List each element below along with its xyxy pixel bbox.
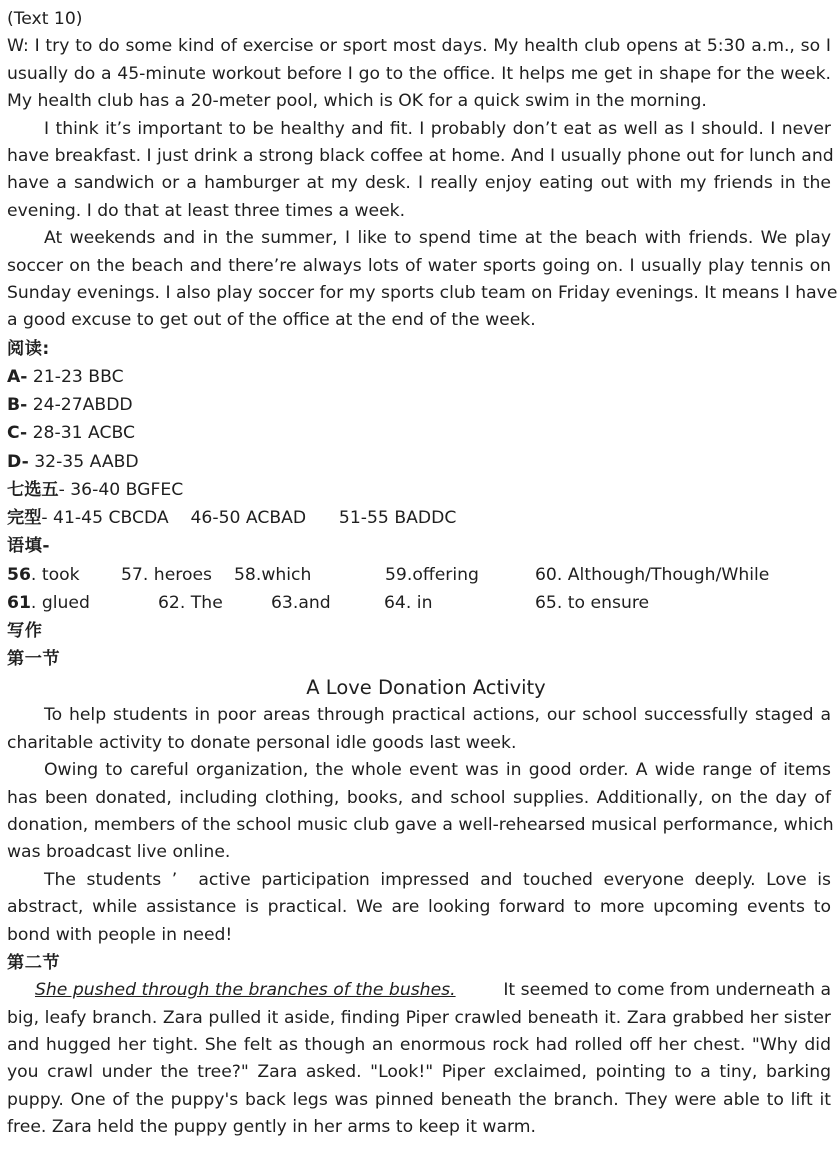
answer-62: 62. The (158, 592, 223, 613)
essay-line: has been donated, including clothing, books, and school supplies. Additionally, on the day of (7, 787, 831, 808)
essay-line: Owing to careful organization, the whole event was in good order. A wide range of items (44, 760, 831, 781)
row-value: 24-27ABDD (27, 395, 133, 416)
essay-line: abstract, while assistance is practical. We are looking forward to more upcoming events to (7, 897, 831, 918)
row-value: - 41-45 CBCDA 46-50 ACBAD 51-55 BADDC (41, 508, 457, 529)
text-line: evening. I do that at least three times a week. (7, 200, 406, 221)
text-line: Sunday evenings. I also play soccer for my sports club team on Friday evenings. It means I have (7, 283, 838, 304)
section-2-heading: 第二节 (7, 952, 61, 973)
text-line: have breakfast. I just drink a strong black coffee at home. And I usually phone out for lunch and (7, 146, 834, 167)
continuation-text: It seemed to come from underneath a (503, 980, 831, 1001)
text-line: I think it’s important to be healthy and fit. I probably don’t eat as well as I should. I never (44, 118, 831, 139)
continuation-line: free. Zara held the puppy gently in her arms to keep it warm. (7, 1117, 536, 1138)
continuation-line: puppy. One of the puppy's back legs was pinned beneath the branch. They were able to lift it (7, 1089, 831, 1110)
continuation-line: big, leafy branch. Zara pulled it aside, finding Piper crawled beneath it. Zara grabbed her sister (7, 1007, 831, 1028)
answer-60: 60. Although/Though/While (535, 564, 770, 585)
continuation-line: and hugged her tight. She felt as though an enormous rock had rolled off her chest. "Why did (7, 1034, 831, 1055)
row-label: A- (7, 367, 28, 388)
text-line: a good excuse to get out of the office at the end of the week. (7, 310, 536, 331)
row-value: 32-35 AABD (28, 451, 139, 472)
essay-line: charitable activity to donate personal idle goods last week. (7, 732, 517, 753)
grammar-heading: 语填- (7, 536, 51, 557)
row-label: C- (7, 423, 28, 444)
section-1-heading: 第一节 (7, 649, 61, 670)
answer-58: 58.which (234, 564, 312, 585)
text-line: W: I try to do some kind of exercise or sport most days. My health club opens at 5:30 a.m., so I (7, 36, 831, 57)
text-line: At weekends and in the summer, I like to spend time at the beach with friends. We play (44, 228, 831, 249)
essay-line: was broadcast live online. (7, 842, 231, 863)
essay-title: A Love Donation Activity (306, 676, 546, 700)
row-label: 七选五 (7, 479, 59, 500)
reading-row-c (7, 419, 831, 447)
writing-heading: 写作 (7, 620, 43, 641)
answer-57: 57. heroes (121, 564, 212, 585)
reading-heading: 阅读: (7, 338, 50, 359)
text10-label: (Text 10) (7, 9, 83, 29)
answer-61: 61. glued (7, 592, 90, 613)
given-sentence: She pushed through the branches of the bushes. (35, 980, 456, 1001)
cloze-row (7, 504, 831, 532)
answer-59: 59.offering (385, 564, 479, 585)
reading-row-d (7, 448, 831, 476)
row-label: 完型 (7, 508, 42, 529)
row-label: D- (7, 451, 29, 472)
essay-line: The students ’ active participation impressed and touched everyone deeply. Love is (44, 869, 831, 890)
grammar-row-2 (7, 589, 831, 617)
answer-64: 64. in (384, 592, 433, 613)
row-value: - 36-40 BGFEC (58, 479, 184, 500)
essay-line: bond with people in need! (7, 924, 233, 945)
row-value: 28-31 ACBC (27, 423, 135, 444)
continuation-first-line (7, 977, 831, 1004)
answer-65: 65. to ensure (535, 592, 650, 613)
answer-document (7, 6, 838, 1142)
reading-row-b (7, 391, 831, 419)
text-line: soccer on the beach and there’re always lots of water sports going on. I usually play tennis on (7, 255, 831, 276)
essay-line: To help students in poor areas through practical actions, our school successfully staged a (44, 705, 831, 726)
row-value: 21-23 BBC (27, 367, 124, 388)
continuation-line: you crawl under the tree?" Zara asked. "Look!" Piper exclaimed, pointing to a tiny, barking (7, 1062, 831, 1083)
text-line: My health club has a 20-meter pool, which is OK for a quick swim in the morning. (7, 91, 707, 112)
seven-choose-five-row (7, 476, 831, 504)
answer-63: 63.and (271, 592, 331, 613)
answer-56: 56. took (7, 564, 80, 585)
grammar-row-1 (7, 561, 831, 589)
text-line: have a sandwich or a hamburger at my desk. I really enjoy eating out with my friends in the (7, 173, 831, 194)
row-label: B- (7, 395, 28, 416)
reading-row-a (7, 363, 831, 391)
essay-line: donation, members of the school music club gave a well-rehearsed musical performance, which (7, 814, 834, 835)
text-line: usually do a 45-minute workout before I go to the office. It helps me get in shape for the week. (7, 63, 831, 84)
